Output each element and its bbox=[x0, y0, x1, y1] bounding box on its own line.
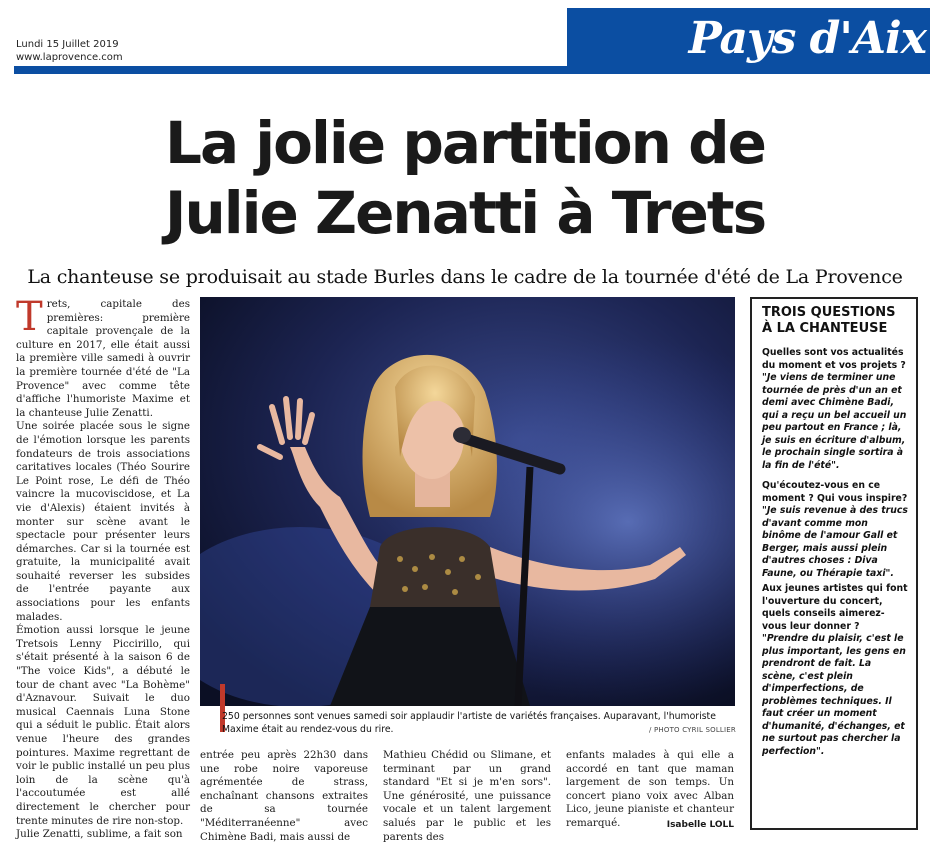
paragraph-1 bbox=[16, 294, 190, 420]
website-link[interactable]: www.laprovence.com bbox=[16, 52, 123, 63]
answer-1: "Je viens de terminer une tournée de près d'un an et demi avec Chimène Badi, qui a reçu un bel accueil un peu partout en France ; là, je suis en écriture d'album, le prochain single sortira à la fin de l'été". bbox=[762, 372, 907, 471]
photo-credit: / PHOTO CYRIL SOLLIER bbox=[649, 726, 736, 734]
dateline bbox=[16, 38, 123, 64]
interview-sidebar bbox=[750, 297, 918, 830]
drop-cap: T bbox=[16, 294, 43, 340]
paragraph-4: Julie Zenatti, sublime, a fait son bbox=[16, 828, 183, 841]
subheadline: La chanteuse se produisait au stade Burles dans le cadre de la tournée d'été de La Provence bbox=[27, 266, 903, 288]
paragraph-3: Émotion aussi lorsque le jeune Tretsois Lenny Piccirillo, qui s'était présenté à la saison 6 de "The voice Kids", a débuté le tour de chant avec "La Bohème" d'Aznavour. Suivait le duo musical Caennais Luna Stone qui a séduit le public. Était alors venue l'heure des grandes pointures. Maxime regrettant de voir le public installé un peu plus loin de la scène qu'à l'accoutumée est allé directement le chercher pour trente minutes de rire non-stop. bbox=[16, 624, 190, 827]
headline-line-2: Julie Zenatti à Trets bbox=[164, 179, 766, 247]
article-column-3: Mathieu Chédid ou Slimane, et terminant par un grand standard "Et si je m'en sors". Une générosité, une puissance vocale et un talent largement salués par le public et les parents des bbox=[383, 749, 551, 843]
caption-text: 250 personnes sont venues samedi soir applaudir l'artiste de variétés françaises. Auparavant, l'humoriste Maxime était au rendez-vous du rire. bbox=[222, 711, 716, 735]
region-banner bbox=[567, 8, 930, 74]
sidebar-title-line-1: TROIS QUESTIONS bbox=[762, 305, 896, 320]
paragraph-2: Une soirée placée sous le signe de l'émotion lorsque les parents fondateurs de trois associations caritatives locales (Théo Sourire Le Point rose, Le défi de Théo vaincre la mucoviscidose, et La vie d'Alexis) étaient invités à monter sur scène avant le spectacle pour présenter leurs démarches. Car si la tournée est gratuite, la municipalité avait souhaité reverser les subsides de l'entrée payante aux associations pour les enfants malades. bbox=[16, 420, 190, 623]
answer-3: "Prendre du plaisir, c'est le plus important, les gens en prendront de fait. La scène, c'est plein d'imperfections, de problèmes techniques. Il faut créer un moment d'humanité, d'échanges, et ne surtout pas chercher la perfection". bbox=[762, 633, 906, 757]
answer-2: "Je suis revenue à des trucs d'avant comme mon binôme de l'amour Gall et Berger, mais aussi plein d'autres choses : Diva Faune, ou Thérapie taxi". bbox=[762, 505, 908, 579]
article-column-2: entrée peu après 22h30 dans une robe noire vaporeuse agrémentée de strass, enchaînant chansons extraites de sa tournée "Méditerranéenne" avec Chimène Badi, mais aussi de bbox=[200, 749, 368, 843]
question-3: Aux jeunes artistes qui font l'ouverture du concert, quels conseils aimerez-vous leur donner ? bbox=[762, 583, 908, 632]
concert-photo bbox=[200, 297, 735, 706]
issue-date: Lundi 15 Juillet 2019 bbox=[16, 39, 119, 50]
byline: Isabelle LOLL bbox=[666, 819, 734, 830]
article-column-4 bbox=[566, 749, 734, 832]
region-title: Pays d'Aix bbox=[688, 13, 926, 64]
article-column-1 bbox=[16, 294, 190, 842]
headline bbox=[0, 108, 930, 248]
sidebar-title bbox=[762, 305, 908, 337]
column-4-text: enfants malades à qui elle a accordé en tant que maman largement de son temps. Un concert piano voix avec Alban Lico, jeune pianiste et chanteur remarqué. bbox=[566, 749, 734, 829]
headline-line-1: La jolie partition de bbox=[165, 109, 765, 177]
photo-caption bbox=[222, 710, 736, 736]
sidebar-title-line-2: À LA CHANTEUSE bbox=[762, 321, 888, 336]
paragraph-1-text: rets, capitale des premières: première capitale provençale de la culture en 2017, elle était aussi la première ville samedi à ouvrir la première tournée d'été de "La Provence" avec comme tête d'affiche l'humoriste Maxime et la chanteuse Julie Zenatti. bbox=[16, 298, 190, 419]
singer-illustration bbox=[200, 297, 735, 706]
question-1: Quelles sont vos actualités du moment et vos projets ? bbox=[762, 347, 906, 371]
question-2: Qu'écoutez-vous en ce moment ? Qui vous inspire? bbox=[762, 480, 908, 504]
